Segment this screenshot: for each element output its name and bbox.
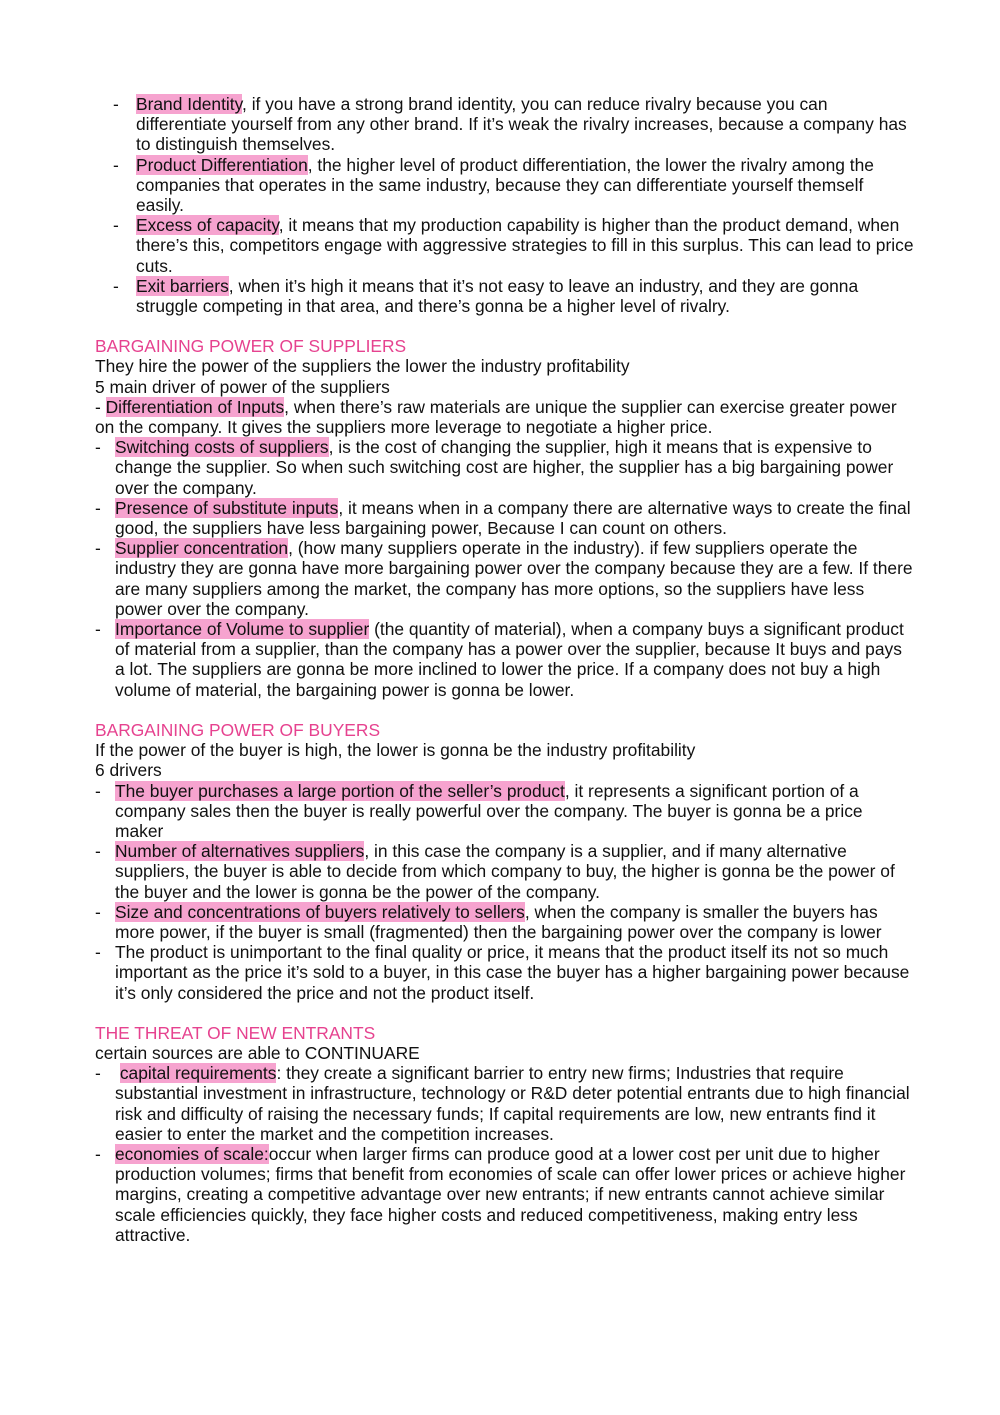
list-item: [95, 437, 915, 498]
bullet-dash: -: [95, 942, 101, 963]
bullet-dash: -: [113, 275, 119, 296]
bullet-dash: -: [113, 215, 119, 236]
bullet-dash: -: [113, 154, 119, 175]
item-text: , when it’s high it means that it’s not easy to leave an industry, and they are gonna struggle competing in that area, and there’s gonna be a higher level of rivalry.: [136, 275, 859, 317]
section-heading: BARGAINING POWER OF BUYERS: [95, 719, 381, 740]
bullet-dash: -: [95, 901, 101, 922]
list-item: [95, 902, 915, 942]
highlighted-term: Exit barriers: [136, 275, 229, 296]
bullet-dash: -: [95, 396, 106, 417]
item-text: , if you have a strong brand identity, you can reduce rivalry because you can differentiate yourself from any other brand. If it’s weak the rivalry increases, because a company has to distinguish themselves.: [136, 94, 907, 155]
highlighted-term: capital requirements: [119, 1063, 277, 1084]
highlighted-term: Importance of Volume to supplier: [115, 619, 370, 640]
highlighted-term: Excess of capacity: [136, 215, 279, 236]
item-text: The product is unimportant to the final quality or price, it means that the product itself its not so much important as the price it’s sold to a buyer, in this case the buyer has a higher bargaining power because it’s only considered the price and not the product itself.: [115, 942, 910, 1003]
highlighted-term: Number of alternatives suppliers: [115, 841, 365, 862]
entrants-section: [95, 1023, 915, 1245]
item-text: , in this case the company is a supplier, and if many alternative suppliers, the buyer is able to decide from which company to buy, the higher is gonna be the power of the buyer and the lower is gonna be the power of the company.: [115, 841, 895, 902]
section-heading: BARGAINING POWER OF SUPPLIERS: [95, 336, 407, 357]
highlighted-term: Size and concentrations of buyers relatively to sellers: [115, 901, 525, 922]
highlighted-term: Differentiation of Inputs: [105, 396, 285, 417]
highlighted-term: economies of scale:: [115, 1143, 269, 1164]
bullet-dash: -: [95, 437, 101, 458]
item-text: , it means that my production capability is higher than the product demand, when there’s this, competitors engage with aggressive strategies to fill in this surplus. This can lead to price cuts.: [136, 215, 914, 276]
section-intro: 5 main driver of power of the suppliers: [95, 376, 390, 397]
section-heading: THE THREAT OF NEW ENTRANTS: [95, 1022, 376, 1043]
list-item: [95, 538, 915, 619]
list-item: [95, 397, 915, 437]
section-intro: certain sources are able to CONTINUARE: [95, 1042, 420, 1063]
highlighted-term: Presence of substitute inputs: [115, 497, 339, 518]
item-text: , it means when in a company there are alternative ways to create the final good, the suppliers have less bargaining power, Because I can count on others.: [115, 497, 911, 539]
list-item: [95, 942, 915, 1003]
item-text: , when there’s raw materials are unique the supplier can exercise greater power on the company. It gives the suppliers more leverage to negotiate a higher price.: [95, 396, 897, 438]
item-text: occur when larger firms can produce good at a lower cost per unit due to higher production volumes; firms that benefit from economies of scale can offer lower prices or achieve higher margins, creating a competitive advantage over new entrants; if new entrants cannot achieve similar scale efficiencies quickly, they face higher costs and reduced competitiveness, making entry less attractive.: [115, 1143, 906, 1245]
item-text: (the quantity of material), when a company buys a significant product of material from a supplier, than the company has a power over the supplier, because It buys and pays a lot. The suppliers are gonna be more inclined to lower the price. If a company does not buy a high volume of material, the bargaining power is gonna be lower.: [115, 619, 904, 700]
item-text: , the higher level of product differentiation, the lower the rivalry among the companies that operates in the same industry, because they can differentiate yourself themself easily.: [136, 154, 874, 216]
list-item: [95, 1144, 915, 1245]
rivalry-drivers-list: [95, 94, 915, 316]
section-intro: If the power of the buyer is high, the lower is gonna be the industry profitability: [95, 740, 696, 761]
bullet-dash: -: [95, 619, 101, 640]
section-intro: 6 drivers: [95, 760, 162, 781]
buyers-section: [95, 720, 915, 1003]
item-text: , (how many suppliers operate in the industry). if few suppliers operate the industry they are gonna have more bargaining power over the company because they are a few. If there are many suppliers among the market, the company has more options, so the suppliers have less power over the company.: [115, 538, 913, 619]
list-item: [95, 781, 915, 842]
item-text: : they create a significant barrier to entry new firms; Industries that require substantial investment in infrastructure, technology or R&D deter potential entrants due to high financial risk and difficulty of raising the necessary funds; If capital requirements are low, new entrants find it easier to enter the market and the competition increases.: [115, 1063, 910, 1144]
highlighted-term: Brand Identity: [136, 94, 243, 114]
list-item: [95, 841, 915, 902]
list-item: [95, 498, 915, 538]
bullet-dash: -: [95, 841, 101, 862]
bullet-dash: -: [95, 1063, 101, 1084]
bullet-dash: -: [95, 497, 101, 518]
highlighted-term: Supplier concentration: [115, 538, 289, 559]
highlighted-term: The buyer purchases a large portion of the seller’s product: [115, 780, 565, 801]
highlighted-term: Product Differentiation: [136, 154, 308, 175]
item-text: , is the cost of changing the supplier, high it means that is expensive to change the supplier. So when such switching cost are higher, the supplier has a big bargaining power over the company.: [115, 437, 894, 498]
document-page: [95, 94, 915, 1245]
section-intro: They hire the power of the suppliers the lower the industry profitability: [95, 356, 630, 377]
item-text: , when the company is smaller the buyers has more power, if the buyer is small (fragmented) then the bargaining power over the company is lower: [115, 901, 882, 942]
bullet-dash: -: [95, 780, 101, 801]
list-item: [95, 215, 915, 276]
list-item: [95, 619, 915, 700]
bullet-dash: -: [113, 94, 119, 114]
highlighted-term: Switching costs of suppliers: [115, 437, 329, 458]
list-item: [95, 276, 915, 316]
list-item: [95, 94, 915, 155]
list-item: [95, 1063, 915, 1144]
bullet-dash: -: [95, 1143, 101, 1164]
bullet-dash: -: [95, 538, 101, 559]
list-item: [95, 155, 915, 216]
item-text: , it represents a significant portion of a company sales then the buyer is really powerful over the company. The buyer is gonna be a price maker: [115, 780, 863, 841]
suppliers-section: [95, 336, 915, 700]
